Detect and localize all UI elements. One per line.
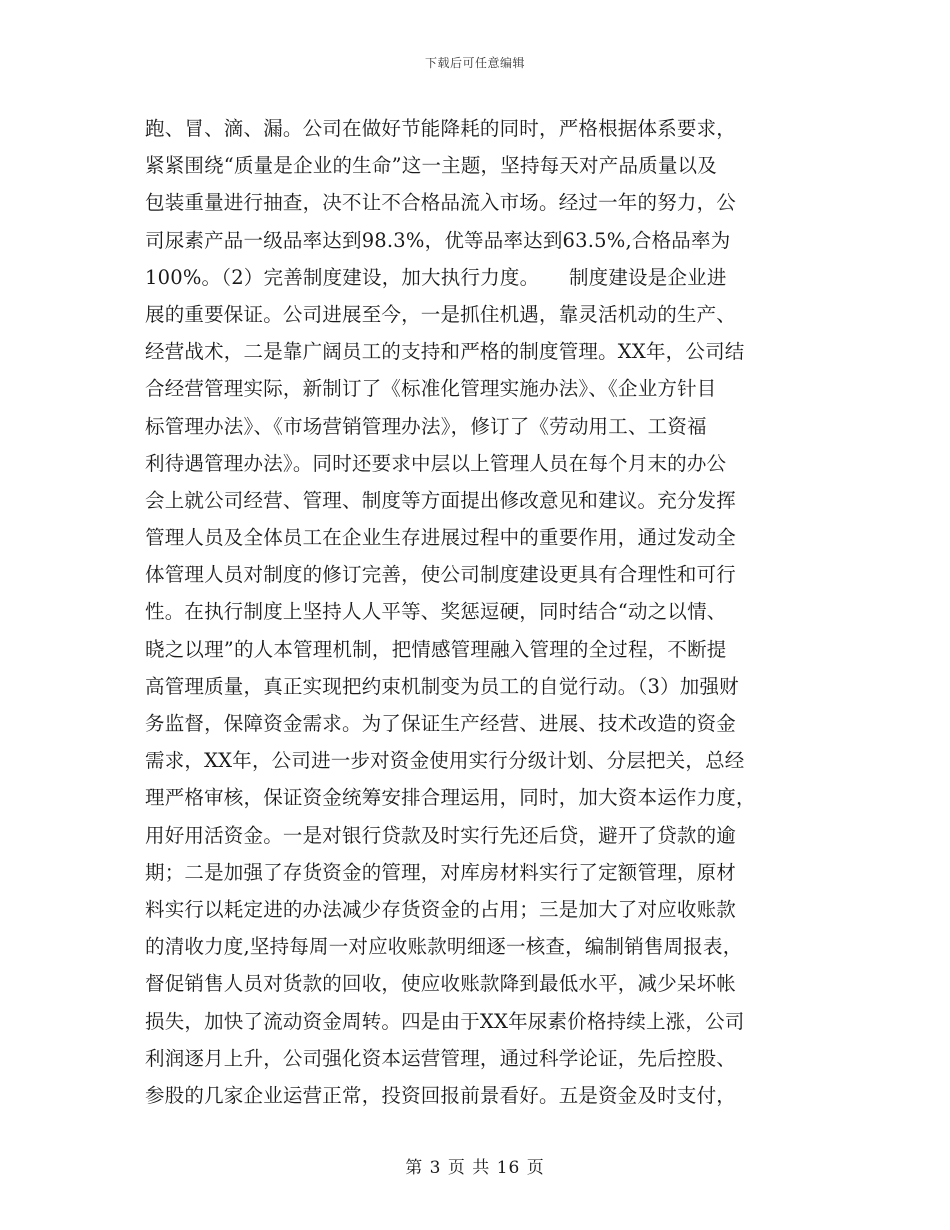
text-line: 体管理人员对制度的修订完善，使公司制度建设更具有合理性和可行 <box>145 563 737 587</box>
text-line: 标管理办法》、《市场营销管理办法》，修订了《劳动用工、工资福 <box>145 414 707 438</box>
text-line: 司尿素产品一级品率达到98.3%，优等品率达到63.5%,合格品率为 <box>145 228 731 252</box>
text-line: 100%。（2）完善制度建设，加大执行力度。 制度建设是企业进 <box>145 265 727 289</box>
text-line: 合经营管理实际，新制订了《标准化管理实施办法》、《企业方针目 <box>145 377 717 401</box>
text-line: 督促销售人员对货款的回收，使应收账款降到最低水平，减少呆坏帐 <box>145 972 737 996</box>
text-line: 晓之以理”的人本管理机制，把情感管理融入管理的全过程，不断提 <box>145 637 727 661</box>
text-line: 性。在执行制度上坚持人人平等、奖惩逗硬，同时结合“动之以情、 <box>145 600 727 624</box>
text-line: 料实行以耗定进的办法减少存货资金的占用；三是加大了对应收账款 <box>145 897 737 921</box>
text-line: 务监督，保障资金需求。为了保证生产经营、进展、技术改造的资金 <box>145 712 737 735</box>
text-line: 需求，XX年，公司进一步对资金使用实行分级计划、分层把关，总经 <box>145 749 745 773</box>
text-line: 管理人员及全体员工在企业生存进展过程中的重要作用，通过发动全 <box>145 526 737 550</box>
document-body <box>145 110 810 1114</box>
page-number-footer: 第 3 页 共 16 页 <box>405 1158 545 1178</box>
text-line: 会上就公司经营、管理、制度等方面提出修改意见和建议。充分发挥 <box>145 488 737 512</box>
text-line: 损失，加快了流动资金周转。四是由于XX年尿素价格持续上涨，公司 <box>145 1009 745 1033</box>
text-line: 的清收力度,坚持每周一对应收账款明细逐一核查，编制销售周报表， <box>145 935 743 959</box>
text-line: 包装重量进行抽查，决不让不合格品流入市场。经过一年的努力，公 <box>145 191 737 215</box>
text-line: 利润逐月上升，公司强化资本运营管理，通过科学论证，先后控股、 <box>145 1046 737 1070</box>
text-line: 紧紧围绕“质量是企业的生命”这一主题，坚持每天对产品质量以及 <box>145 154 717 178</box>
text-line: 经营战术，二是靠广阔员工的支持和严格的制度管理。XX年，公司结 <box>145 340 745 364</box>
text-line: 期；二是加强了存货资金的管理，对库房材料实行了定额管理，原材 <box>145 860 737 884</box>
text-line: 跑、冒、滴、漏。公司在做好节能降耗的同时，严格根据体系要求， <box>145 117 737 140</box>
page-header: 下载后可任意编辑 <box>424 56 525 70</box>
text-line: 利待遇管理办法》。同时还要求中层以上管理人员在每个月末的办公 <box>145 451 727 475</box>
text-line: 参股的几家企业运营正常，投资回报前景看好。五是资金及时支付， <box>145 1083 737 1107</box>
text-line: 高管理质量，真正实现把约束机制变为员工的自觉行动。（3）加强财 <box>145 674 739 698</box>
text-line: 理严格审核，保证资金统筹安排合理运用，同时，加大资本运作力度， <box>145 786 756 810</box>
text-line: 展的重要保证。公司进展至今，一是抓住机遇，靠灵活机动的生产、 <box>145 302 737 326</box>
text-line: 用好用活资金。一是对银行贷款及时实行先还后贷，避开了贷款的逾 <box>145 823 737 847</box>
